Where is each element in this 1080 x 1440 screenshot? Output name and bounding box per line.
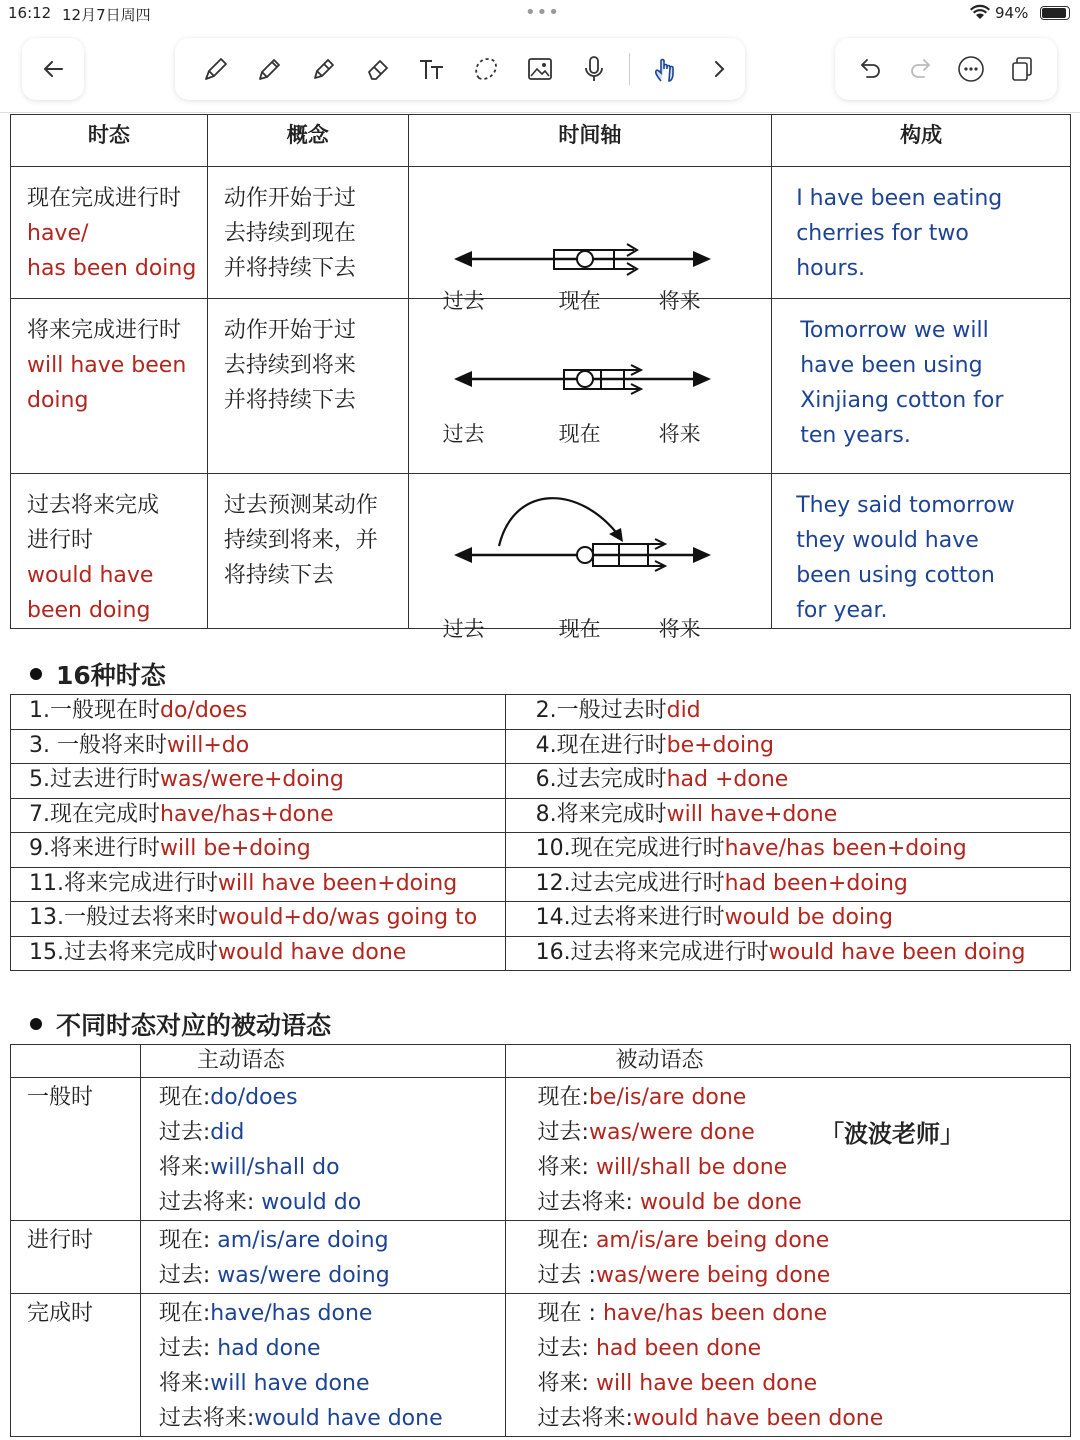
active-form: would have done	[254, 1406, 443, 1431]
tense-detail-table	[10, 114, 1071, 641]
text-icon	[417, 54, 447, 84]
tense-item-cell	[505, 764, 1070, 799]
tense-item-form: did	[666, 698, 701, 723]
table-row	[11, 867, 1071, 902]
form-label: 将来:	[158, 1155, 211, 1180]
tense-item-form: do/does	[160, 698, 248, 723]
tense-item-cell	[505, 902, 1070, 937]
table-row	[11, 902, 1071, 937]
tense-group-name: 完成时	[11, 1294, 141, 1437]
concept-line: 动作开始于过	[223, 318, 356, 343]
active-form: am/is/are doing	[217, 1228, 389, 1253]
tense-item-form: will+do	[166, 732, 250, 758]
back-arrow-icon	[38, 54, 68, 84]
passive-form-line	[538, 1115, 1070, 1150]
active-form: was/were doing	[217, 1263, 390, 1288]
active-forms-cell	[140, 1078, 505, 1221]
tense-name-cell	[11, 167, 208, 299]
active-form-line	[159, 1366, 505, 1401]
battery-percent: 94%	[995, 4, 1029, 22]
timeline-label-past: 过去	[442, 289, 485, 313]
timeline-cell	[408, 299, 772, 474]
tense-form: would have	[27, 563, 154, 588]
tense-group-name: 进行时	[11, 1221, 141, 1294]
example-line: Tomorrow we will	[800, 318, 989, 343]
pages-button[interactable]	[1003, 50, 1041, 88]
section-heading-passive	[30, 1006, 331, 1042]
tense-form: will have been	[27, 353, 187, 378]
tense-item-cell	[505, 936, 1070, 971]
tense-item-cell	[505, 867, 1070, 902]
tense-item-cell	[505, 729, 1070, 764]
tense-item-form: was/were+doing	[160, 767, 344, 792]
form-label: 过去将来:	[158, 1190, 262, 1215]
tense-item-cell	[505, 798, 1070, 833]
example-cell	[772, 167, 1071, 299]
tense-item-label: 7.现在完成时	[29, 801, 160, 827]
tense-item-label: 8.将来完成时	[535, 801, 667, 827]
table-row	[11, 729, 1071, 764]
active-form: did	[210, 1120, 245, 1145]
active-form-line	[159, 1185, 505, 1220]
tense-item-form: had +done	[666, 767, 789, 792]
timeline-label-past: 过去	[442, 422, 485, 446]
tense-form: been doing	[27, 598, 151, 623]
header-structure: 构成	[772, 115, 1071, 167]
undo-icon	[855, 54, 885, 84]
passive-form-line	[538, 1080, 1070, 1115]
passive-form: had been done	[595, 1336, 762, 1361]
header-concept: 概念	[207, 115, 408, 167]
tense-item-form: be+doing	[666, 732, 774, 758]
active-form: have/has done	[210, 1301, 373, 1326]
more-button[interactable]	[952, 50, 990, 88]
mic-tool-button[interactable]	[575, 50, 613, 88]
example-cell	[772, 474, 1071, 629]
table-row	[11, 474, 1071, 629]
tense-item-cell	[11, 798, 506, 833]
multitask-dots[interactable]: •••	[525, 2, 560, 23]
form-label: 将来:	[537, 1155, 596, 1180]
toolbar-separator	[629, 53, 630, 85]
active-form-line	[159, 1258, 505, 1293]
image-icon	[525, 54, 555, 84]
author-badge: 「波波老师」	[820, 1120, 964, 1148]
concept-line: 去持续到现在	[223, 221, 356, 246]
active-form: will have done	[210, 1371, 370, 1396]
tense-form: doing	[27, 388, 89, 413]
timeline-label-present: 现在	[558, 422, 601, 446]
passive-form-line	[538, 1366, 1070, 1401]
marker-icon	[309, 54, 339, 84]
example-cell	[772, 299, 1071, 474]
passive-form: was/were being done	[595, 1263, 831, 1288]
active-forms-cell	[140, 1221, 505, 1294]
form-label: 过去:	[158, 1120, 211, 1145]
example-line: hours.	[796, 256, 866, 281]
form-label: 将来:	[537, 1371, 596, 1396]
tense-name: 将来完成进行时	[27, 318, 182, 343]
sixteen-tenses-table	[10, 694, 1071, 971]
pencil-tool-button[interactable]	[251, 50, 289, 88]
lasso-icon	[471, 54, 501, 84]
tense-item-label: 9.将来进行时	[29, 836, 160, 861]
status-bar	[0, 0, 1080, 28]
tense-item-label: 16.过去将来完成进行时	[535, 939, 769, 965]
tense-item-cell	[505, 833, 1070, 868]
concept-line: 并将持续下去	[223, 256, 356, 281]
timeline-diagram	[409, 474, 771, 626]
active-form-line	[159, 1331, 505, 1366]
active-form-line	[159, 1150, 505, 1185]
tense-item-label: 14.过去将来进行时	[535, 905, 725, 930]
passive-form: be/is/are done	[588, 1085, 747, 1110]
example-line: have been using	[800, 353, 983, 378]
status-time: 16:12	[8, 4, 52, 22]
form-label: 现在:	[158, 1085, 211, 1110]
table-row	[11, 1294, 1071, 1437]
form-label: 过去:	[158, 1263, 218, 1288]
timeline-label-present: 现在	[558, 289, 601, 313]
passive-form-line	[538, 1401, 1070, 1436]
tense-name-cell	[11, 299, 208, 474]
tense-item-form: would have done	[218, 939, 407, 965]
header-passive: 被动语态	[505, 1045, 1070, 1078]
more-tools-button[interactable]	[700, 50, 738, 88]
passive-form-line	[538, 1150, 1070, 1185]
tense-item-label: 1.一般现在时	[29, 698, 160, 723]
pen-icon	[201, 54, 231, 84]
active-form: do/does	[210, 1085, 298, 1110]
tense-item-label: 10.现在完成进行时	[535, 836, 725, 861]
tense-item-form: will have+done	[666, 801, 838, 827]
passive-form-line	[538, 1258, 1070, 1293]
table-row	[11, 299, 1071, 474]
active-form-line	[159, 1115, 505, 1150]
concept-line: 将持续下去	[223, 563, 334, 588]
form-label: 过去将来:	[158, 1406, 255, 1431]
passive-form: am/is/are being done	[595, 1228, 830, 1253]
example-line: been using cotton	[796, 563, 995, 588]
bullet-icon	[30, 668, 42, 680]
form-label: 过去将来:	[537, 1190, 640, 1215]
timeline-label-future: 将来	[658, 422, 701, 446]
tense-name: 现在完成进行时	[27, 186, 182, 211]
active-form-line	[159, 1401, 505, 1436]
form-label: 过去:	[158, 1336, 218, 1361]
tense-item-cell	[11, 867, 506, 902]
timeline-label-future: 将来	[658, 289, 701, 313]
form-label: 现在:	[537, 1228, 596, 1253]
table-row	[11, 798, 1071, 833]
tense-form: has been doing	[27, 256, 197, 281]
concept-line: 并将持续下去	[223, 388, 356, 413]
active-form-line	[159, 1223, 505, 1258]
table-row	[11, 1078, 1071, 1221]
chevron-right-icon	[704, 54, 734, 84]
example-line: I have been eating	[796, 186, 1003, 211]
eraser-icon	[363, 54, 393, 84]
tense-item-cell	[11, 833, 506, 868]
tense-item-cell	[11, 764, 506, 799]
passive-form-line	[538, 1331, 1070, 1366]
tense-item-form: will be+doing	[160, 836, 311, 861]
form-label: 现在:	[537, 1085, 589, 1110]
header-blank	[11, 1045, 141, 1078]
table-row	[11, 764, 1071, 799]
eraser-tool-button[interactable]	[359, 50, 397, 88]
timeline-cell	[408, 167, 772, 313]
passive-forms-cell	[505, 1221, 1070, 1294]
pencil-icon	[255, 54, 285, 84]
example-line: ten years.	[800, 423, 911, 448]
tense-item-form: will have been+doing	[218, 870, 458, 896]
timeline-diagram	[409, 167, 771, 298]
concept-line: 持续到将来，并	[223, 528, 378, 553]
form-label: 现在 :	[537, 1301, 603, 1326]
tense-name-cell	[11, 474, 208, 629]
redo-icon	[906, 54, 936, 84]
passive-form-line	[538, 1185, 1070, 1220]
passive-form-line	[538, 1296, 1070, 1331]
passive-form: have/has been done	[602, 1301, 828, 1326]
passive-form: was/were done	[588, 1120, 755, 1145]
tense-item-cell	[11, 902, 506, 937]
battery-icon	[1040, 6, 1070, 20]
concept-line: 过去预测某动作	[223, 493, 378, 518]
example-line: cherries for two	[796, 221, 969, 246]
tense-item-form: would have been doing	[768, 939, 1026, 965]
example-line: Xinjiang cotton for	[800, 388, 1004, 413]
tense-item-label: 6.过去完成时	[535, 767, 667, 792]
table-header-row	[11, 115, 1071, 167]
active-form: would do	[261, 1190, 362, 1215]
passive-form: would be done	[639, 1190, 802, 1215]
tense-item-form: have/has been+doing	[724, 836, 967, 861]
tense-item-form: would be doing	[724, 905, 894, 930]
form-label: 过去:	[537, 1120, 589, 1145]
tool-palette	[175, 38, 745, 100]
passive-voice-table	[10, 1044, 1071, 1437]
passive-form: will/shall be done	[595, 1155, 788, 1180]
tense-form: have/	[27, 221, 89, 246]
example-line: for year.	[796, 598, 888, 623]
pen-tool-button[interactable]	[197, 50, 235, 88]
section-heading-16-tenses	[30, 656, 166, 692]
passive-forms-cell	[505, 1294, 1070, 1437]
form-label: 现在:	[158, 1301, 211, 1326]
form-label: 将来:	[158, 1371, 211, 1396]
toolbar-divider	[0, 112, 1080, 113]
tense-item-label: 11.将来完成进行时	[29, 870, 218, 896]
concept-cell	[207, 167, 408, 299]
status-date: 12月7日周四	[62, 6, 151, 24]
undo-button[interactable]	[851, 50, 889, 88]
more-icon	[956, 54, 986, 84]
mic-icon	[579, 54, 609, 84]
tense-item-cell	[11, 729, 506, 764]
passive-form-line	[538, 1223, 1070, 1258]
header-timeline: 时间轴	[408, 115, 772, 167]
tense-item-cell	[505, 695, 1070, 730]
active-form-line	[159, 1080, 505, 1115]
table-header-row	[11, 1045, 1071, 1078]
tense-name: 过去将来完成	[27, 493, 160, 518]
active-form: will/shall do	[210, 1155, 340, 1180]
section-title: 不同时态对应的被动语态	[56, 1011, 332, 1040]
table-row	[11, 833, 1071, 868]
concept-cell	[207, 299, 408, 474]
wifi-icon	[970, 4, 990, 20]
timeline-cell	[408, 474, 772, 641]
concept-line: 动作开始于过	[223, 186, 356, 211]
image-tool-button[interactable]	[521, 50, 559, 88]
pages-icon	[1007, 54, 1037, 84]
timeline-label-future: 将来	[658, 617, 701, 641]
concept-cell	[207, 474, 408, 629]
tense-item-label: 13.一般过去将来时	[29, 905, 218, 930]
tense-item-label: 12.过去完成进行时	[535, 870, 725, 896]
timeline-label-present: 现在	[558, 617, 601, 641]
table-row	[11, 936, 1071, 971]
right-actions	[835, 38, 1057, 100]
tense-item-form: had been+doing	[724, 870, 908, 896]
bullet-icon	[30, 1018, 42, 1030]
form-label: 过去 :	[537, 1263, 596, 1288]
table-row	[11, 167, 1071, 299]
tense-item-form: have/has+done	[160, 801, 334, 827]
table-row	[11, 1221, 1071, 1294]
passive-forms-cell	[505, 1078, 1070, 1221]
redo-button[interactable]	[902, 50, 940, 88]
tense-item-label: 5.过去进行时	[29, 767, 160, 792]
tense-item-form: would+do/was going to	[218, 905, 478, 930]
example-line: they would have	[796, 528, 979, 553]
tense-item-label: 2.一般过去时	[535, 698, 667, 723]
marker-tool-button[interactable]	[305, 50, 343, 88]
active-form: had done	[217, 1336, 321, 1361]
lasso-tool-button[interactable]	[467, 50, 505, 88]
timeline-label-past: 过去	[442, 617, 485, 641]
back-button[interactable]	[22, 38, 84, 100]
tense-group-name: 一般时	[11, 1078, 141, 1221]
section-title: 16种时态	[56, 661, 166, 690]
tense-item-label: 4.现在进行时	[535, 732, 667, 758]
tense-item-label: 15.过去将来完成时	[29, 939, 218, 965]
form-label: 现在:	[158, 1228, 218, 1253]
passive-form: will have been done	[595, 1371, 818, 1396]
concept-line: 去持续到将来	[223, 353, 356, 378]
active-form-line	[159, 1296, 505, 1331]
header-tense: 时态	[11, 115, 208, 167]
table-row	[11, 695, 1071, 730]
form-label: 过去将来:	[537, 1406, 633, 1431]
text-tool-button[interactable]	[413, 50, 451, 88]
example-line: They said tomorrow	[796, 493, 1015, 518]
hand-touch-icon	[650, 54, 680, 84]
tense-item-label: 3. 一般将来时	[29, 732, 167, 758]
touch-mode-button[interactable]	[646, 50, 684, 88]
tense-item-cell	[11, 936, 506, 971]
tense-name: 进行时	[27, 528, 94, 553]
form-label: 过去:	[537, 1336, 596, 1361]
tense-item-cell	[11, 695, 506, 730]
header-active: 主动语态	[140, 1045, 505, 1078]
active-forms-cell	[140, 1294, 505, 1437]
passive-form: would have been done	[632, 1406, 884, 1431]
